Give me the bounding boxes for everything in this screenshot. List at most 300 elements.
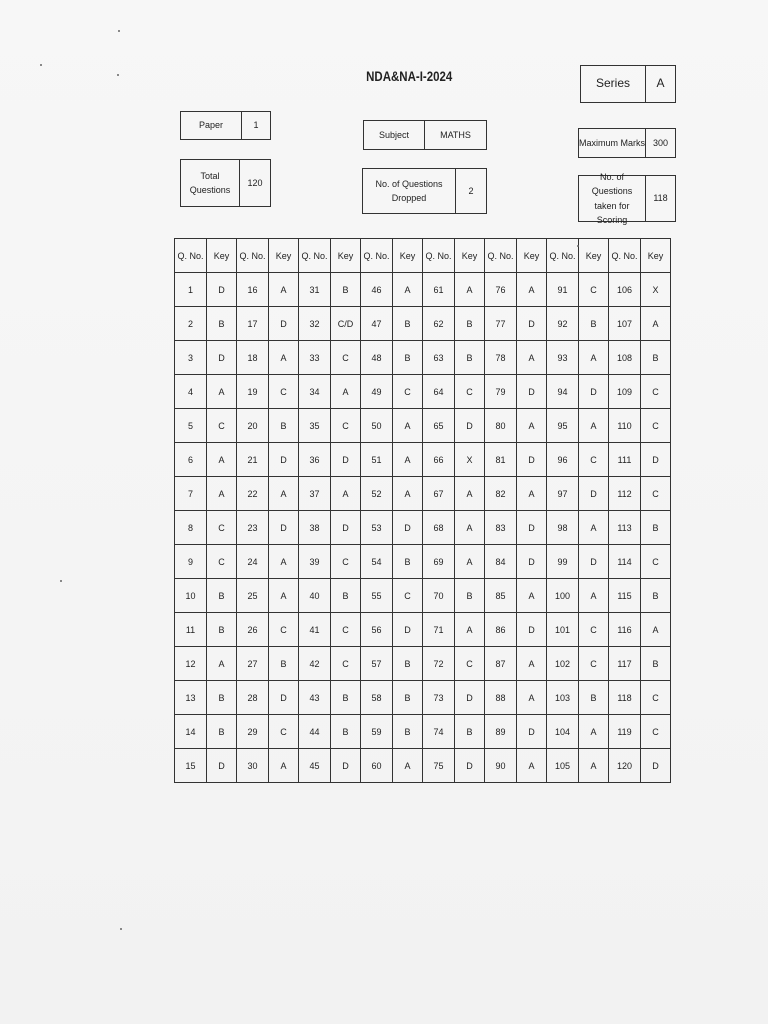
answer-key-cell: B (207, 681, 237, 715)
question-number-cell: 8 (175, 511, 207, 545)
scoring-label-line-1: No. of Questions (591, 171, 633, 197)
question-number-cell: 95 (547, 409, 579, 443)
answer-key-cell: A (455, 477, 485, 511)
question-number-cell: 58 (361, 681, 393, 715)
question-number-cell: 97 (547, 477, 579, 511)
answer-key-cell: B (331, 579, 361, 613)
question-number-cell: 1 (175, 273, 207, 307)
question-number-cell: 119 (609, 715, 641, 749)
answer-key-cell: B (641, 579, 671, 613)
answer-key-cell: C (579, 647, 609, 681)
max-marks-label: Maximum Marks (579, 137, 646, 148)
answer-key-cell: A (207, 647, 237, 681)
answer-key-cell: A (517, 477, 547, 511)
answer-key-cell: C (393, 579, 423, 613)
answer-key-cell: C (331, 545, 361, 579)
column-header-q-no: Q. No. (547, 239, 579, 273)
answer-key-cell: B (641, 341, 671, 375)
column-header-key: Key (641, 239, 671, 273)
question-number-cell: 50 (361, 409, 393, 443)
answer-key-cell: A (579, 511, 609, 545)
question-number-cell: 28 (237, 681, 269, 715)
dropped-box (362, 168, 487, 214)
answer-key-cell: B (455, 579, 485, 613)
answer-key-cell: D (269, 443, 299, 477)
answer-key-cell: A (455, 273, 485, 307)
answer-key-cell: C (641, 409, 671, 443)
total-questions-box (180, 159, 271, 207)
question-number-cell: 25 (237, 579, 269, 613)
question-number-cell: 66 (423, 443, 455, 477)
answer-key-cell: C (331, 647, 361, 681)
question-number-cell: 62 (423, 307, 455, 341)
question-number-cell: 65 (423, 409, 455, 443)
table-body (175, 273, 671, 783)
question-number-cell: 3 (175, 341, 207, 375)
answer-key-cell: D (331, 511, 361, 545)
answer-key-cell: D (579, 477, 609, 511)
dropped-label-line-1: No. of Questions (375, 178, 443, 189)
answer-key-cell: C (641, 545, 671, 579)
question-number-cell: 59 (361, 715, 393, 749)
answer-key-cell: C (269, 715, 299, 749)
max-marks-box (578, 128, 676, 158)
question-number-cell: 64 (423, 375, 455, 409)
series-label: Series (595, 76, 630, 91)
answer-key-cell: B (207, 613, 237, 647)
dropped-value: 2 (455, 169, 486, 213)
column-header-q-no: Q. No. (237, 239, 269, 273)
answer-key-cell: B (455, 341, 485, 375)
column-header-key: Key (331, 239, 361, 273)
question-number-cell: 46 (361, 273, 393, 307)
answer-key-cell: A (455, 613, 485, 647)
question-number-cell: 68 (423, 511, 455, 545)
table-row (175, 511, 671, 545)
answer-key-cell: C (207, 409, 237, 443)
question-number-cell: 77 (485, 307, 517, 341)
answer-key-cell: B (269, 647, 299, 681)
answer-key-cell: A (641, 613, 671, 647)
answer-key-cell: D (455, 409, 485, 443)
question-number-cell: 71 (423, 613, 455, 647)
answer-key-cell: C (207, 511, 237, 545)
question-number-cell: 47 (361, 307, 393, 341)
answer-key-cell: A (579, 409, 609, 443)
scoring-box (578, 171, 676, 225)
answer-key-cell: A (517, 681, 547, 715)
question-number-cell: 2 (175, 307, 207, 341)
answer-key-cell: D (269, 307, 299, 341)
question-number-cell: 45 (299, 749, 331, 783)
table-row (175, 681, 671, 715)
answer-key-cell: C (331, 341, 361, 375)
question-number-cell: 78 (485, 341, 517, 375)
paper-label: Paper (198, 120, 224, 131)
question-number-cell: 103 (547, 681, 579, 715)
table-row (175, 715, 671, 749)
question-number-cell: 57 (361, 647, 393, 681)
max-marks-value: 300 (645, 129, 675, 157)
answer-key-cell: A (269, 749, 299, 783)
answer-key-cell: D (455, 681, 485, 715)
question-number-cell: 52 (361, 477, 393, 511)
answer-key-cell: C (393, 375, 423, 409)
question-number-cell: 98 (547, 511, 579, 545)
question-number-cell: 82 (485, 477, 517, 511)
answer-key-cell: B (393, 715, 423, 749)
answer-key-cell: B (393, 647, 423, 681)
answer-key-cell: C (269, 375, 299, 409)
question-number-cell: 83 (485, 511, 517, 545)
question-number-cell: 117 (609, 647, 641, 681)
answer-key-cell: B (331, 715, 361, 749)
answer-key-cell: D (517, 443, 547, 477)
question-number-cell: 21 (237, 443, 269, 477)
question-number-cell: 70 (423, 579, 455, 613)
series-box (580, 65, 676, 103)
question-number-cell: 39 (299, 545, 331, 579)
question-number-cell: 10 (175, 579, 207, 613)
column-header-q-no: Q. No. (299, 239, 331, 273)
answer-key-cell: A (393, 273, 423, 307)
question-number-cell: 37 (299, 477, 331, 511)
answer-key-cell: A (517, 647, 547, 681)
table-header-row (175, 239, 671, 273)
answer-key-cell: D (517, 307, 547, 341)
scoring-value: 118 (645, 176, 675, 221)
answer-key-cell: A (269, 477, 299, 511)
answer-key-cell: C (579, 443, 609, 477)
question-number-cell: 114 (609, 545, 641, 579)
answer-key-cell: A (331, 375, 361, 409)
answer-key-cell: D (207, 341, 237, 375)
question-number-cell: 74 (423, 715, 455, 749)
answer-key-cell: A (393, 477, 423, 511)
table-row (175, 477, 671, 511)
answer-key-cell: C (579, 613, 609, 647)
answer-key-cell: C (331, 613, 361, 647)
question-number-cell: 104 (547, 715, 579, 749)
question-number-cell: 20 (237, 409, 269, 443)
table-row (175, 375, 671, 409)
answer-key-cell: A (579, 749, 609, 783)
answer-key-cell: A (455, 545, 485, 579)
question-number-cell: 93 (547, 341, 579, 375)
answer-key-cell: A (641, 307, 671, 341)
dropped-label (363, 169, 455, 213)
question-number-cell: 36 (299, 443, 331, 477)
question-number-cell: 40 (299, 579, 331, 613)
question-number-cell: 120 (609, 749, 641, 783)
answer-key-cell: A (269, 579, 299, 613)
column-header-q-no: Q. No. (175, 239, 207, 273)
answer-key-cell: D (517, 613, 547, 647)
question-number-cell: 75 (423, 749, 455, 783)
subject-box (363, 120, 487, 150)
paper-value: 1 (241, 112, 270, 139)
question-number-cell: 18 (237, 341, 269, 375)
answer-key-cell: D (207, 749, 237, 783)
answer-key-cell: B (331, 273, 361, 307)
answer-key-cell: A (393, 443, 423, 477)
answer-key-cell: C (579, 273, 609, 307)
column-header-key: Key (207, 239, 237, 273)
answer-key-cell: D (517, 375, 547, 409)
question-number-cell: 106 (609, 273, 641, 307)
question-number-cell: 113 (609, 511, 641, 545)
answer-key-cell: A (269, 341, 299, 375)
question-number-cell: 92 (547, 307, 579, 341)
question-number-cell: 96 (547, 443, 579, 477)
answer-key-cell: A (207, 443, 237, 477)
question-number-cell: 48 (361, 341, 393, 375)
answer-key-cell: C (455, 647, 485, 681)
question-number-cell: 30 (237, 749, 269, 783)
question-number-cell: 33 (299, 341, 331, 375)
answer-key-cell: B (393, 545, 423, 579)
question-number-cell: 110 (609, 409, 641, 443)
question-number-cell: 38 (299, 511, 331, 545)
column-header-key: Key (393, 239, 423, 273)
question-number-cell: 6 (175, 443, 207, 477)
question-number-cell: 89 (485, 715, 517, 749)
question-number-cell: 49 (361, 375, 393, 409)
answer-key-cell: D (579, 375, 609, 409)
question-number-cell: 116 (609, 613, 641, 647)
scoring-label (579, 171, 645, 225)
question-number-cell: 15 (175, 749, 207, 783)
answer-key-cell: A (207, 375, 237, 409)
question-number-cell: 29 (237, 715, 269, 749)
question-number-cell: 69 (423, 545, 455, 579)
question-number-cell: 42 (299, 647, 331, 681)
answer-key-cell: B (393, 307, 423, 341)
answer-key-cell: A (455, 511, 485, 545)
answer-key-cell: B (207, 579, 237, 613)
question-number-cell: 19 (237, 375, 269, 409)
answer-key-cell: A (579, 715, 609, 749)
answer-key-cell: D (269, 681, 299, 715)
column-header-key: Key (579, 239, 609, 273)
answer-key-cell: D (393, 511, 423, 545)
column-header-key: Key (269, 239, 299, 273)
answer-key-cell: B (207, 715, 237, 749)
question-number-cell: 109 (609, 375, 641, 409)
answer-key-cell: D (331, 443, 361, 477)
answer-key-cell: A (207, 477, 237, 511)
question-number-cell: 51 (361, 443, 393, 477)
question-number-cell: 115 (609, 579, 641, 613)
question-number-cell: 105 (547, 749, 579, 783)
dropped-label-line-2: Dropped (391, 193, 427, 203)
question-number-cell: 43 (299, 681, 331, 715)
column-header-q-no: Q. No. (423, 239, 455, 273)
table-row (175, 443, 671, 477)
question-number-cell: 16 (237, 273, 269, 307)
answer-key-cell: A (579, 579, 609, 613)
question-number-cell: 12 (175, 647, 207, 681)
answer-key-cell: C (641, 477, 671, 511)
answer-key-cell: C (641, 715, 671, 749)
answer-key-cell: D (517, 545, 547, 579)
scoring-label-line-2: taken for Scoring (594, 200, 630, 225)
paper-box (180, 111, 271, 140)
answer-key-table (174, 238, 671, 783)
answer-key-cell: D (579, 545, 609, 579)
question-number-cell: 34 (299, 375, 331, 409)
table-row (175, 307, 671, 341)
question-number-cell: 55 (361, 579, 393, 613)
question-number-cell: 108 (609, 341, 641, 375)
column-header-q-no: Q. No. (485, 239, 517, 273)
question-number-cell: 94 (547, 375, 579, 409)
answer-key-cell: D (641, 749, 671, 783)
question-number-cell: 111 (609, 443, 641, 477)
question-number-cell: 90 (485, 749, 517, 783)
answer-key-cell: D (393, 613, 423, 647)
question-number-cell: 53 (361, 511, 393, 545)
question-number-cell: 17 (237, 307, 269, 341)
column-header-q-no: Q. No. (361, 239, 393, 273)
answer-key-cell: D (517, 715, 547, 749)
answer-key-cell: D (331, 749, 361, 783)
answer-key-cell: A (393, 409, 423, 443)
answer-key-cell: D (455, 749, 485, 783)
question-number-cell: 79 (485, 375, 517, 409)
answer-key-cell: A (517, 749, 547, 783)
answer-key-cell: B (641, 647, 671, 681)
question-number-cell: 87 (485, 647, 517, 681)
question-number-cell: 14 (175, 715, 207, 749)
subject-value: MATHS (424, 121, 486, 149)
question-number-cell: 44 (299, 715, 331, 749)
table-row (175, 545, 671, 579)
answer-key-cell: B (455, 307, 485, 341)
answer-key-cell: C (207, 545, 237, 579)
question-number-cell: 100 (547, 579, 579, 613)
answer-key-cell: C (641, 681, 671, 715)
answer-key-cell: C (641, 375, 671, 409)
question-number-cell: 81 (485, 443, 517, 477)
question-number-cell: 35 (299, 409, 331, 443)
answer-key-cell: X (641, 273, 671, 307)
question-number-cell: 41 (299, 613, 331, 647)
column-header-key: Key (517, 239, 547, 273)
answer-key-cell: A (517, 579, 547, 613)
table-row (175, 579, 671, 613)
series-value: A (645, 66, 675, 102)
answer-key-cell: B (207, 307, 237, 341)
table-row (175, 647, 671, 681)
question-number-cell: 63 (423, 341, 455, 375)
answer-key-cell: A (517, 273, 547, 307)
table-row (175, 273, 671, 307)
question-number-cell: 13 (175, 681, 207, 715)
answer-key-cell: D (269, 511, 299, 545)
table-row (175, 749, 671, 783)
answer-key-cell: A (517, 409, 547, 443)
answer-key-cell: B (269, 409, 299, 443)
question-number-cell: 67 (423, 477, 455, 511)
question-number-cell: 80 (485, 409, 517, 443)
table-row (175, 613, 671, 647)
answer-key-cell: A (393, 749, 423, 783)
question-number-cell: 86 (485, 613, 517, 647)
question-number-cell: 60 (361, 749, 393, 783)
question-number-cell: 27 (237, 647, 269, 681)
question-number-cell: 61 (423, 273, 455, 307)
answer-key-cell: B (579, 681, 609, 715)
table-row (175, 409, 671, 443)
answer-key-cell: B (579, 307, 609, 341)
answer-key-cell: A (331, 477, 361, 511)
question-number-cell: 102 (547, 647, 579, 681)
answer-key-cell: B (393, 341, 423, 375)
question-number-cell: 23 (237, 511, 269, 545)
question-number-cell: 84 (485, 545, 517, 579)
answer-key-cell: B (393, 681, 423, 715)
answer-key-cell: B (331, 681, 361, 715)
answer-key-cell: A (269, 545, 299, 579)
question-number-cell: 72 (423, 647, 455, 681)
question-number-cell: 24 (237, 545, 269, 579)
question-number-cell: 76 (485, 273, 517, 307)
question-number-cell: 32 (299, 307, 331, 341)
question-number-cell: 101 (547, 613, 579, 647)
answer-key-cell: D (207, 273, 237, 307)
total-questions-label: Total Questions (189, 170, 231, 195)
answer-key-cell: A (269, 273, 299, 307)
column-header-key: Key (455, 239, 485, 273)
question-number-cell: 54 (361, 545, 393, 579)
answer-key-cell: X (455, 443, 485, 477)
answer-key-cell: D (641, 443, 671, 477)
question-number-cell: 9 (175, 545, 207, 579)
question-number-cell: 56 (361, 613, 393, 647)
answer-key-cell: A (517, 341, 547, 375)
column-header-q-no: Q. No. (609, 239, 641, 273)
answer-key-cell: B (455, 715, 485, 749)
question-number-cell: 26 (237, 613, 269, 647)
question-number-cell: 91 (547, 273, 579, 307)
answer-key-cell: C (331, 409, 361, 443)
answer-key-cell: C (455, 375, 485, 409)
answer-key-cell: C/D (331, 307, 361, 341)
answer-key-cell: A (579, 341, 609, 375)
question-number-cell: 112 (609, 477, 641, 511)
table-row (175, 341, 671, 375)
total-questions-value: 120 (239, 160, 270, 206)
answer-key-cell: C (269, 613, 299, 647)
question-number-cell: 85 (485, 579, 517, 613)
question-number-cell: 11 (175, 613, 207, 647)
question-number-cell: 107 (609, 307, 641, 341)
question-number-cell: 7 (175, 477, 207, 511)
question-number-cell: 5 (175, 409, 207, 443)
answer-key-cell: B (641, 511, 671, 545)
question-number-cell: 99 (547, 545, 579, 579)
question-number-cell: 118 (609, 681, 641, 715)
answer-key-cell: D (517, 511, 547, 545)
question-number-cell: 88 (485, 681, 517, 715)
question-number-cell: 4 (175, 375, 207, 409)
question-number-cell: 73 (423, 681, 455, 715)
document-title: NDA&NA-I-2024 (366, 68, 453, 84)
question-number-cell: 22 (237, 477, 269, 511)
subject-label: Subject (378, 129, 410, 140)
question-number-cell: 31 (299, 273, 331, 307)
